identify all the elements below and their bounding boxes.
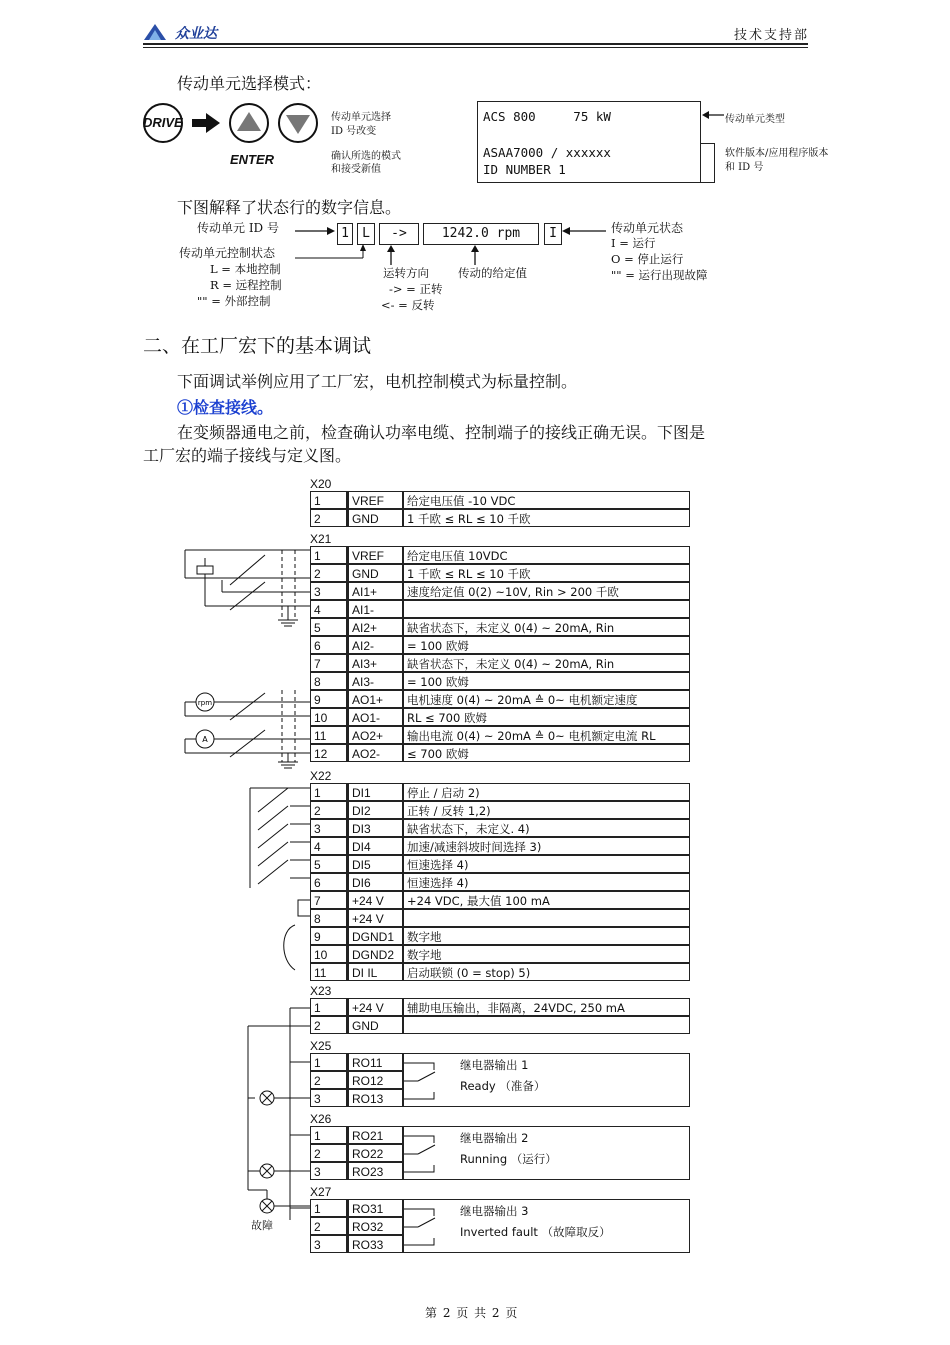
terminal-number: 1	[310, 1199, 348, 1217]
relay-contact-icon	[404, 1054, 444, 1108]
terminal-number: 3	[310, 1162, 348, 1180]
terminal-row	[310, 564, 690, 582]
terminal-group-x20: X20	[310, 477, 332, 491]
terminal-signal: DI4	[348, 837, 404, 855]
terminal-signal: DI6	[348, 873, 404, 891]
section2-heading: 二、在工厂宏下的基本调试	[143, 335, 372, 357]
terminal-number: 1	[310, 1053, 348, 1071]
terminal-number: 2	[310, 1016, 348, 1034]
terminal-row	[310, 927, 690, 945]
drive-key-label: DRIVE	[143, 115, 183, 130]
terminal-description: = 100 欧姆	[404, 636, 690, 654]
terminal-row	[310, 873, 690, 891]
terminal-number: 2	[310, 509, 348, 527]
terminal-description: 缺省状态下，未定义. 4)	[404, 819, 690, 837]
label-accept: 和接受新值	[331, 164, 381, 175]
step1-heading: ①检查接线。	[177, 398, 274, 417]
state-running: I = 运行	[611, 236, 656, 250]
terminal-description: = 100 欧姆	[404, 672, 690, 690]
amp-meter-label: A	[202, 735, 208, 744]
relay-description-2	[404, 1126, 690, 1180]
direction-reverse: <- = 反转	[381, 298, 435, 312]
terminal-description: 输出电流 0(4) ~ 20mA ≙ 0~ 电机额定电流 RL	[404, 726, 690, 744]
terminal-signal: GND	[348, 564, 404, 582]
display-line2: ASAA7000 / xxxxxx	[483, 145, 611, 160]
terminal-row	[310, 783, 690, 801]
terminal-signal: RO31	[348, 1199, 404, 1217]
terminal-description: 数字地	[404, 945, 690, 963]
terminal-description: 恒速选择 4)	[404, 873, 690, 891]
right-label-type: 传动单元类型	[725, 114, 785, 125]
control-remote: R = 远程控制	[210, 278, 282, 292]
terminal-row	[310, 654, 690, 672]
terminal-signal: AI3+	[348, 654, 404, 672]
terminal-signal: AI3-	[348, 672, 404, 690]
terminal-number: 7	[310, 891, 348, 909]
terminal-number: 5	[310, 855, 348, 873]
terminal-description: 缺省状态下，未定义 0(4) ~ 20mA, Rin	[404, 654, 690, 672]
relay-function: Ready （准备）	[460, 1079, 546, 1093]
terminal-description: +24 VDC, 最大值 100 mA	[404, 891, 690, 909]
terminal-description: 停止 / 启动 2)	[404, 783, 690, 801]
label-confirm: 确认所选的模式	[331, 151, 401, 162]
terminal-number: 3	[310, 1235, 348, 1253]
terminal-signal: RO33	[348, 1235, 404, 1253]
terminal-signal: AO2-	[348, 744, 404, 762]
relay-title: 继电器输出 2	[460, 1131, 529, 1145]
department-label: 技术支持部	[734, 28, 810, 43]
terminal-number: 2	[310, 801, 348, 819]
relay-title: 继电器输出 3	[460, 1204, 529, 1218]
terminal-signal: RO13	[348, 1089, 404, 1107]
terminal-number: 4	[310, 600, 348, 618]
terminal-row	[310, 491, 690, 509]
terminal-signal: GND	[348, 1016, 404, 1034]
terminal-number: 10	[310, 708, 348, 726]
terminal-number: 3	[310, 819, 348, 837]
state-stopped: O = 停止运行	[611, 252, 684, 266]
control-local: L = 本地控制	[210, 262, 281, 276]
terminal-row	[310, 509, 690, 527]
terminal-signal: DGND1	[348, 927, 404, 945]
terminal-number: 3	[310, 1089, 348, 1107]
terminal-number: 9	[310, 690, 348, 708]
terminal-number: 4	[310, 837, 348, 855]
status-cell-control: L	[357, 223, 375, 245]
terminal-row	[310, 819, 690, 837]
body-line2: 工厂宏的端子接线与定义图。	[143, 446, 352, 465]
terminal-description: 速度给定值 0(2) ~10V, Rin > 200 千欧	[404, 582, 690, 600]
terminal-row	[310, 636, 690, 654]
control-state-title: 传动单元控制状态	[179, 246, 276, 260]
terminal-signal: AO1+	[348, 690, 404, 708]
reference-title: 传动的给定值	[458, 266, 527, 280]
status-cell-id: 1	[337, 223, 353, 245]
terminal-description: 启动联锁 (0 = stop) 5)	[404, 963, 690, 981]
terminal-number: 5	[310, 618, 348, 636]
enter-key-label: ENTER	[230, 152, 275, 167]
terminal-signal: GND	[348, 509, 404, 527]
body-line1: 在变频器通电之前，检查确认功率电缆、控制端子的接线正确无误。下图是	[177, 423, 706, 442]
terminal-number: 8	[310, 672, 348, 690]
relay-contact-icon	[404, 1127, 444, 1181]
display-line1: ACS 800 75 kW	[483, 109, 611, 124]
terminal-number: 3	[310, 582, 348, 600]
terminal-number: 10	[310, 945, 348, 963]
terminal-number: 1	[310, 783, 348, 801]
terminal-number: 7	[310, 654, 348, 672]
terminal-row	[310, 945, 690, 963]
label-id-change: ID 号改变	[331, 126, 377, 137]
terminal-signal: AI2-	[348, 636, 404, 654]
terminal-description	[404, 1016, 690, 1034]
label-select: 传动单元选择	[331, 112, 391, 123]
terminal-signal: RO23	[348, 1162, 404, 1180]
status-cell-state: I	[544, 223, 562, 245]
terminal-number: 8	[310, 909, 348, 927]
control-external: "" = 外部控制	[197, 294, 271, 308]
terminal-number: 2	[310, 1071, 348, 1089]
terminal-number: 2	[310, 1217, 348, 1235]
terminal-description: 缺省状态下，未定义 0(4) ~ 20mA, Rin	[404, 618, 690, 636]
terminal-row	[310, 1016, 690, 1034]
terminal-group-x26: X26	[310, 1112, 332, 1126]
terminal-number: 11	[310, 726, 348, 744]
terminal-row	[310, 891, 690, 909]
terminal-number: 1	[310, 998, 348, 1016]
terminal-signal: AO1-	[348, 708, 404, 726]
terminal-number: 6	[310, 873, 348, 891]
relay-description-3	[404, 1199, 690, 1253]
terminal-row	[310, 546, 690, 564]
terminal-number: 2	[310, 1144, 348, 1162]
status-intro: 下图解释了状态行的数字信息。	[177, 198, 402, 217]
terminal-group-x25: X25	[310, 1039, 332, 1053]
terminal-signal: DGND2	[348, 945, 404, 963]
terminal-row	[310, 801, 690, 819]
terminal-signal: AI1-	[348, 600, 404, 618]
page-number: 第 2 页 共 2 页	[425, 1306, 519, 1320]
terminal-signal: +24 V	[348, 909, 404, 927]
terminal-description: 给定电压值 10VDC	[404, 546, 690, 564]
rpm-meter-label: rpm	[197, 699, 213, 707]
section2-intro: 下面调试举例应用了工厂宏，电机控制模式为标量控制。	[177, 372, 578, 391]
status-cell-direction: ->	[379, 223, 419, 245]
direction-title: 运转方向	[383, 266, 429, 280]
terminal-group-x21: X21	[310, 532, 332, 546]
terminal-description: RL ≤ 700 欧姆	[404, 708, 690, 726]
terminal-signal: DI3	[348, 819, 404, 837]
terminal-description: 1 千欧 ≤ RL ≤ 10 千欧	[404, 564, 690, 582]
fault-label: 故障	[251, 1219, 273, 1232]
terminal-signal: RO22	[348, 1144, 404, 1162]
terminal-description	[404, 909, 690, 927]
terminal-row	[310, 909, 690, 927]
wiring-sketch	[170, 530, 315, 1260]
terminal-description	[404, 600, 690, 618]
terminal-signal: RO32	[348, 1217, 404, 1235]
display-line3: ID NUMBER 1	[483, 162, 566, 177]
terminal-description: 正转 / 反转 1,2)	[404, 801, 690, 819]
terminal-number: 9	[310, 927, 348, 945]
logo-text: 众业达	[175, 26, 217, 42]
terminal-row	[310, 582, 690, 600]
drive-state-title: 传动单元状态	[611, 221, 684, 235]
terminal-signal: AI2+	[348, 618, 404, 636]
state-fault: "" = 运行出现故障	[611, 268, 708, 282]
terminal-signal: VREF	[348, 546, 404, 564]
terminal-signal: DI2	[348, 801, 404, 819]
terminal-row	[310, 726, 690, 744]
terminal-signal: AO2+	[348, 726, 404, 744]
terminal-signal: RO12	[348, 1071, 404, 1089]
terminal-signal: DI1	[348, 783, 404, 801]
terminal-signal: AI1+	[348, 582, 404, 600]
terminal-number: 1	[310, 546, 348, 564]
terminal-signal: DI IL	[348, 963, 404, 981]
terminal-description: 恒速选择 4)	[404, 855, 690, 873]
terminal-description: 加速/减速斜坡时间选择 3)	[404, 837, 690, 855]
relay-description-1	[404, 1053, 690, 1107]
terminal-number: 1	[310, 1126, 348, 1144]
status-id-label: 传动单元 ID 号	[197, 221, 279, 235]
terminal-row	[310, 708, 690, 726]
relay-contact-icon	[404, 1200, 444, 1254]
terminal-group-x27: X27	[310, 1185, 332, 1199]
right-label-software: 软件版本/应用程序版本	[725, 148, 829, 159]
terminal-group-x22: X22	[310, 769, 332, 783]
relay-function: Running （运行）	[460, 1152, 557, 1166]
terminal-row	[310, 600, 690, 618]
direction-forward: -> = 正转	[389, 282, 443, 296]
terminal-number: 11	[310, 963, 348, 981]
terminal-signal: RO21	[348, 1126, 404, 1144]
terminal-row	[310, 672, 690, 690]
terminal-description: 数字地	[404, 927, 690, 945]
terminal-number: 1	[310, 491, 348, 509]
terminal-row	[310, 690, 690, 708]
terminal-row	[310, 963, 690, 981]
terminal-number: 2	[310, 564, 348, 582]
terminal-row	[310, 855, 690, 873]
terminal-row	[310, 837, 690, 855]
terminal-description: ≤ 700 欧姆	[404, 744, 690, 762]
terminal-description: 1 千欧 ≤ RL ≤ 10 千欧	[404, 509, 690, 527]
relay-title: 继电器输出 1	[460, 1058, 529, 1072]
terminal-description: 给定电压值 -10 VDC	[404, 491, 690, 509]
terminal-signal: DI5	[348, 855, 404, 873]
mode-title: 传动单元选择模式：	[177, 74, 322, 93]
terminal-group-x23: X23	[310, 984, 332, 998]
terminal-row	[310, 618, 690, 636]
terminal-signal: +24 V	[348, 891, 404, 909]
status-cell-reference: 1242.0 rpm	[423, 223, 539, 245]
terminal-row	[310, 744, 690, 762]
terminal-number: 6	[310, 636, 348, 654]
terminal-signal: RO11	[348, 1053, 404, 1071]
terminal-row	[310, 998, 690, 1016]
relay-function: Inverted fault （故障取反）	[460, 1225, 611, 1239]
right-label-id: 和 ID 号	[725, 162, 764, 173]
terminal-description: 辅助电压输出，非隔离，24VDC, 250 mA	[404, 998, 690, 1016]
terminal-signal: VREF	[348, 491, 404, 509]
terminal-number: 12	[310, 744, 348, 762]
terminal-description: 电机速度 0(4) ~ 20mA ≙ 0~ 电机额定速度	[404, 690, 690, 708]
terminal-signal: +24 V	[348, 998, 404, 1016]
